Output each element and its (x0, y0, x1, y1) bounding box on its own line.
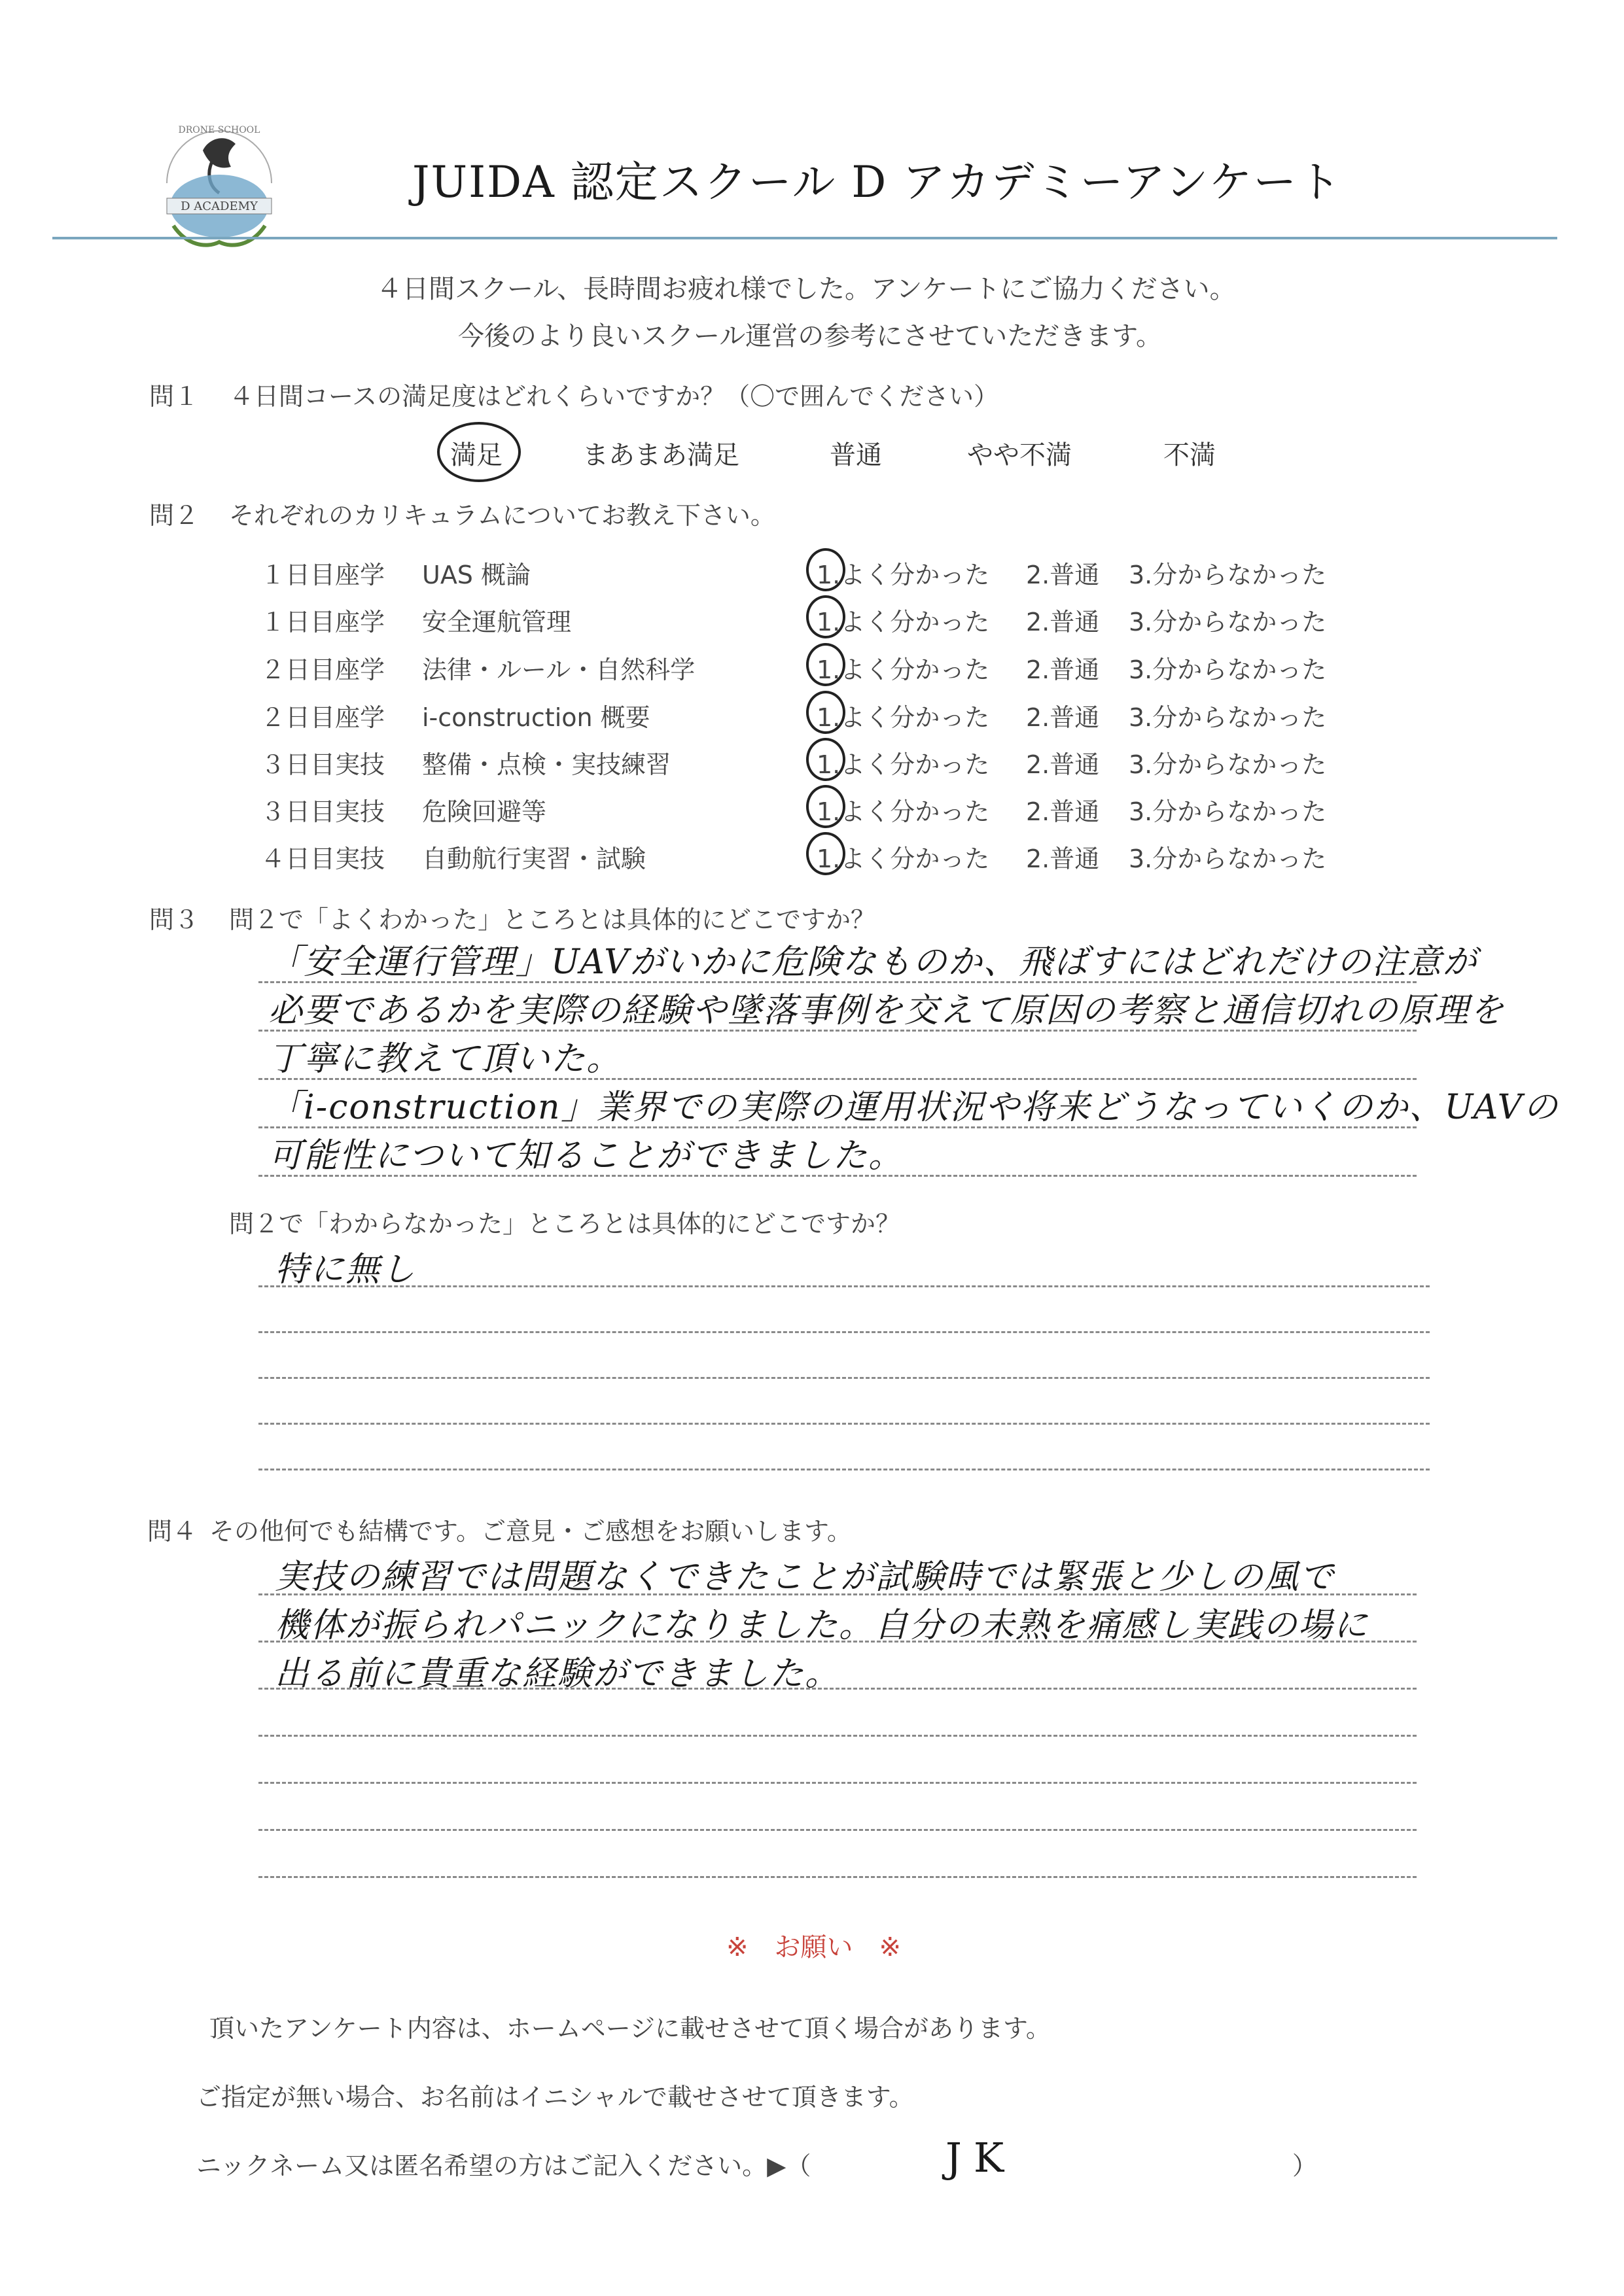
nickname-value[interactable]: JK (945, 2134, 1016, 2182)
answer-line (258, 1876, 1417, 1878)
onegai-heading: ※ お願い ※ (726, 1932, 902, 1962)
q2-row-subject: 危険回避等 (422, 797, 547, 826)
q1-selected-circle (437, 422, 521, 482)
q4-answer-line-3: 出る前に貴重な経験ができました。 (275, 1654, 841, 1694)
q2-row-day: １日目座学 (260, 561, 385, 589)
q2-row-day: ２日目座学 (260, 703, 385, 732)
q2-row-option-3[interactable]: 3.分からなかった (1129, 703, 1327, 732)
q3-label: 問３ (149, 905, 200, 934)
q2-row-option-3[interactable]: 3.分からなかった (1129, 750, 1327, 779)
answer-line (258, 1030, 1417, 1032)
answer-line (258, 1285, 1430, 1287)
q2-row-subject: 法律・ルール・自然科学 (422, 655, 696, 684)
q3-question: 問２で「よくわかった」ところとは具体的にどこですか？ (229, 905, 876, 934)
q2-row-day: ３日目実技 (260, 750, 385, 779)
notice-line-2: ご指定が無い場合、お名前はイニシャルで載せさせて頂きます。 (196, 2083, 914, 2112)
q2-row-option-2[interactable]: 2.普通 (1026, 844, 1100, 873)
q2-row-option-1[interactable]: 1.よく分かった (817, 844, 990, 873)
q3-answer-line-2: 必要であるかを実際の経験や墜落事例を交えて原因の考察と通信切れの原理を (268, 991, 1506, 1030)
q2-row-option-1[interactable]: 1.よく分かった (817, 608, 990, 636)
answer-line (258, 1641, 1417, 1643)
svg-text:DRONE SCHOOL: DRONE SCHOOL (178, 125, 260, 135)
page-title: JUIDA 認定スクール D アカデミーアンケート (412, 157, 1343, 207)
q2-row-option-1[interactable]: 1.よく分かった (817, 750, 990, 779)
q3-sub-question: 問２で「わからなかった」ところとは具体的にどこですか？ (229, 1209, 901, 1238)
q2-row-subject: UAS 概論 (422, 561, 531, 589)
answer-line (258, 1782, 1417, 1784)
answer-line (258, 1377, 1430, 1379)
answer-line (258, 1331, 1430, 1333)
q1-option-somewhat-dissatisfied[interactable]: やや不満 (967, 440, 1072, 470)
answer-line (258, 1469, 1430, 1470)
answer-line (258, 1175, 1417, 1177)
q1-option-dissatisfied[interactable]: 不満 (1163, 440, 1216, 470)
q2-row-option-2[interactable]: 2.普通 (1026, 655, 1100, 684)
q2-row-option-2[interactable]: 2.普通 (1026, 750, 1100, 779)
q1-label: 問１ (149, 382, 200, 411)
q4-label: 問４ (147, 1517, 198, 1546)
q1-option-neutral[interactable]: 普通 (830, 440, 882, 470)
q2-row-option-2[interactable]: 2.普通 (1026, 797, 1100, 826)
q2-row-option-3[interactable]: 3.分からなかった (1129, 561, 1327, 589)
q2-row-option-1[interactable]: 1.よく分かった (817, 561, 990, 589)
q2-row-option-1[interactable]: 1.よく分かった (817, 703, 990, 732)
intro-line-1: ４日間スクール、長時間お疲れ様でした。アンケートにご協力ください。 (376, 274, 1236, 304)
q3-answer-line-3: 丁寧に教えて頂いた。 (268, 1039, 622, 1079)
answer-line (258, 1688, 1417, 1690)
nickname-close-paren: ） (1292, 2151, 1318, 2180)
q2-row-option-3[interactable]: 3.分からなかった (1129, 844, 1327, 873)
answer-line (258, 1735, 1417, 1737)
q4-question: その他何でも結構です。ご意見・ご感想をお願いします。 (209, 1517, 852, 1546)
q2-row-day: １日目座学 (260, 608, 385, 636)
q4-answer-line-1: 実技の練習では問題なくできたことが試験時では緊張と少しの風で (275, 1557, 1335, 1597)
q2-row-option-3[interactable]: 3.分からなかった (1129, 608, 1327, 636)
q2-row-subject: i-construction 概要 (422, 703, 650, 732)
q2-row-option-3[interactable]: 3.分からなかった (1129, 797, 1327, 826)
q2-row-option-2[interactable]: 2.普通 (1026, 608, 1100, 636)
svg-text:D ACADEMY: D ACADEMY (181, 200, 258, 213)
q2-question: それぞれのカリキュラムについてお教え下さい。 (229, 501, 775, 530)
q3-answer-line-1: 「安全運行管理」UAVがいかに危険なものか、飛ばすにはどれだけの注意が (268, 943, 1478, 982)
q2-row-day: ３日目実技 (260, 797, 385, 826)
q2-label: 問２ (149, 501, 200, 530)
q3-sub-answer-line-1: 特に無し (275, 1250, 417, 1289)
intro-line-2: 今後のより良いスクール運営の参考にさせていただきます。 (458, 321, 1162, 351)
header-rule (52, 237, 1557, 239)
q2-row-option-3[interactable]: 3.分からなかった (1129, 655, 1327, 684)
answer-line (258, 1078, 1417, 1080)
answer-line (258, 1126, 1417, 1128)
d-academy-logo (147, 114, 291, 252)
q4-answer-line-2: 機体が振られパニックになりました。自分の未熟を痛感し実践の場に (275, 1606, 1369, 1645)
q3-answer-line-5: 可能性について知ることができました。 (268, 1136, 904, 1175)
q2-row-subject: 安全運航管理 (422, 608, 572, 636)
q2-row-day: ２日目座学 (260, 655, 385, 684)
answer-line (258, 1423, 1430, 1425)
q2-row-option-1[interactable]: 1.よく分かった (817, 655, 990, 684)
q2-row-subject: 自動航行実習・試験 (422, 844, 646, 873)
q2-row-option-2[interactable]: 2.普通 (1026, 703, 1100, 732)
q2-row-day: ４日目実技 (260, 844, 385, 873)
q1-question: ４日間コースの満足度はどれくらいですか？（〇で囲んでください） (229, 382, 999, 411)
q3-answer-line-4: 「i-construction」業界での実際の運用状況や将来どうなっていくのか、UAVの (268, 1088, 1559, 1127)
answer-line (258, 1829, 1417, 1831)
q2-row-option-1[interactable]: 1.よく分かった (817, 797, 990, 826)
nickname-label: ニックネーム又は匿名希望の方はご記入ください。▶（ (196, 2151, 811, 2180)
q2-row-option-2[interactable]: 2.普通 (1026, 561, 1100, 589)
q1-option-satisfied[interactable]: 満足 (450, 440, 503, 470)
q2-row-subject: 整備・点検・実技練習 (422, 750, 671, 779)
answer-line (258, 1593, 1417, 1595)
notice-line-1: 頂いたアンケート内容は、ホームページに載せさせて頂く場合があります。 (209, 2014, 1051, 2043)
q1-option-somewhat-satisfied[interactable]: まあまあ満足 (582, 440, 739, 470)
answer-line (258, 981, 1417, 983)
